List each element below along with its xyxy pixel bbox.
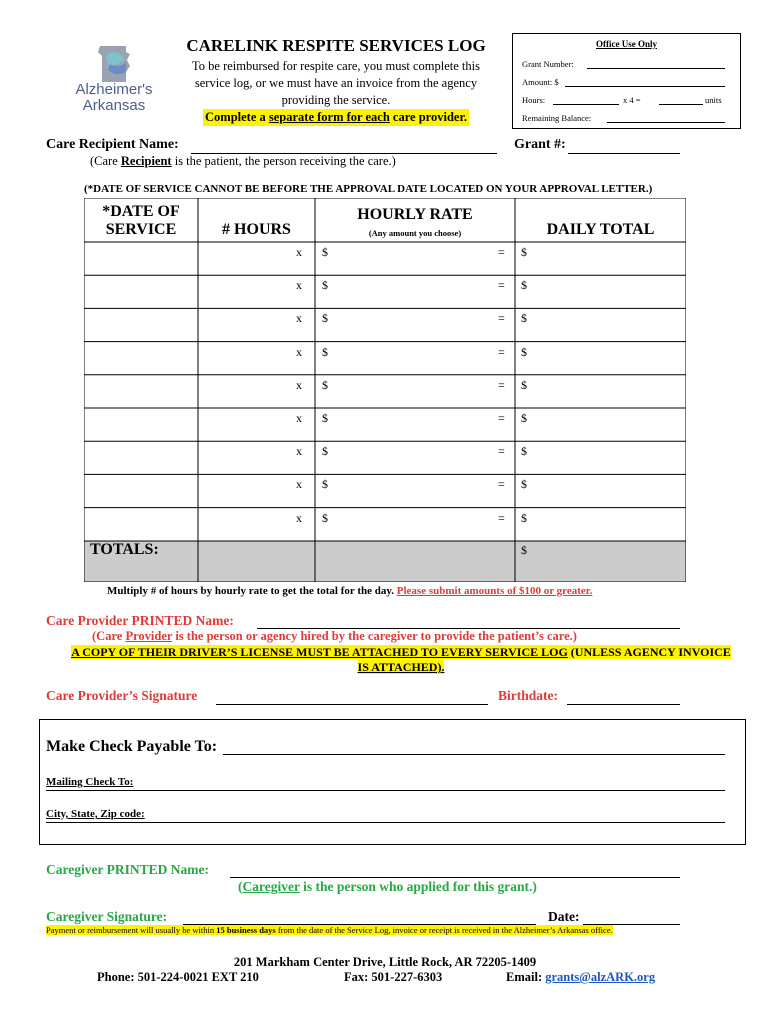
date-of-service-notice: (*DATE OF SERVICE CANNOT BE BEFORE THE APPROVAL DATE LOCATED ON YOUR APPROVAL LETTER.) [84,183,653,195]
arkansas-state-icon [96,44,132,84]
equals-symbol: = [498,444,505,459]
total-dollar-symbol: $ [521,477,527,492]
col-header-total: DAILY TOTAL [546,221,655,238]
total-dollar-symbol: $ [521,344,527,359]
total-dollar-symbol: $ [521,311,527,326]
amount-row: Amount: $ [522,77,559,87]
equals-symbol: = [498,245,505,259]
total-dollar-symbol: $ [521,377,527,392]
mailing-check-label: Mailing Check To: [46,776,134,788]
total-dollar-symbol: $ [521,510,527,525]
grant-number-label: Grant #: [514,137,566,152]
caregiver-note: (Caregiver is the person who applied for this grant.) [238,879,537,894]
reimbursement-note: Payment or reimbursement will usually be within 15 business days from the date of the Service Log, invoice or receipt is received in the Alzheimer’s Arkansas office. [46,925,613,935]
table-row[interactable] [84,508,686,541]
care-provider-signature-field[interactable] [216,704,488,705]
rate-dollar-symbol: $ [322,510,328,525]
multiply-note: Multiply # of hours by hourly rate to get the total for the day. Please submit amounts of $100 or greater. [107,585,593,597]
intro-line-1: To be reimbursed for respite care, you must complete this [192,59,480,73]
care-recipient-label: Care Recipient Name: [46,137,179,152]
table-row[interactable] [84,408,686,441]
times-symbol: x [296,278,302,293]
equals-symbol: = [498,377,505,392]
equals-symbol: = [498,311,505,326]
hours-field[interactable] [553,104,619,105]
intro-text [168,58,504,126]
caregiver-printed-label: Caregiver PRINTED Name: [46,862,209,877]
birthdate-field[interactable] [567,704,680,705]
units-field[interactable] [659,104,703,105]
col-header-hours: # HOURS [222,221,291,238]
times-symbol: x [296,344,302,359]
minimum-amount-note: Please submit amounts of $100 or greater. [396,585,593,597]
hours-row: Hours: [522,95,546,105]
service-log-table [84,198,686,582]
table-row[interactable] [84,275,686,308]
caregiver-signature-label: Caregiver Signature: [46,909,168,924]
drivers-license-notice: A COPY OF THEIR DRIVER’S LICENSE MUST BE ATTACHED TO EVERY SERVICE LOG (UNLESS AGENCY INVOICE IS ATTACHED). [71,645,731,674]
footer-fax: Fax: 501-227-6303 [344,970,443,984]
rate-dollar-symbol: $ [322,377,328,392]
logo-text [72,82,156,114]
times-symbol: x [296,311,302,326]
table-row[interactable] [84,474,686,507]
total-dollar-symbol: $ [521,411,527,425]
rate-dollar-symbol: $ [322,278,328,293]
table-row[interactable] [84,441,686,474]
footer-email: Email: grants@alzARK.org [506,970,656,984]
col-header-rate: HOURLY RATE [357,206,473,223]
equals-symbol: = [498,411,505,425]
total-dollar-symbol: $ [521,444,527,459]
equals-symbol: = [498,278,505,293]
equals-symbol: = [498,344,505,359]
office-use-box [512,33,741,129]
times-symbol: x [296,510,302,525]
remaining-balance-field[interactable] [607,122,725,123]
care-provider-note: (Care Provider is the person or agency hired by the caregiver to provide the patient’s care.) [92,629,577,643]
amount-field[interactable] [565,86,725,87]
units-label: units [705,95,722,105]
mailing-address-field[interactable] [46,790,725,791]
make-check-payable-label: Make Check Payable To: [46,738,218,755]
total-dollar-symbol: $ [521,278,527,293]
intro-line-3: providing the service. [281,93,391,107]
col-header-rate-sub: (Any amount you choose) [368,228,462,238]
care-provider-printed-label: Care Provider PRINTED Name: [46,613,234,628]
footer-address: 201 Markham Center Drive, Little Rock, AR 72205-1409 [233,955,537,969]
rate-dollar-symbol: $ [322,411,328,425]
payable-to-field[interactable] [223,754,725,755]
remaining-row: Remaining Balance: [522,113,592,123]
grant-input-field[interactable] [568,153,680,154]
rate-dollar-symbol: $ [322,344,328,359]
logo-line-2: Arkansas [82,97,146,114]
times-symbol: x [296,377,302,392]
rate-dollar-symbol: $ [322,477,328,492]
office-use-title: Office Use Only [596,39,657,49]
footer-phone: Phone: 501-224-0021 EXT 210 [97,970,259,984]
total-dollar-symbol: $ [521,245,527,259]
rate-dollar-symbol: $ [322,444,328,459]
table-row[interactable] [84,242,686,275]
totals-dollar: $ [521,543,527,557]
times-symbol: x [296,444,302,459]
grant-number-field[interactable] [587,68,725,69]
times-symbol: x [296,477,302,492]
page-title: CARELINK RESPITE SERVICES LOG [186,36,486,55]
city-state-zip-label: City, State, Zip code: [46,808,145,820]
care-recipient-note: (Care Recipient is the patient, the person receiving the care.) [90,154,396,168]
email-link[interactable]: grants@alzARK.org [545,970,656,984]
col-header-date: *DATE OF SERVICE [102,203,180,238]
table-row[interactable] [84,342,686,375]
equals-symbol: = [498,477,505,492]
caregiver-name-field[interactable] [230,877,680,878]
times-symbol: x [296,245,302,259]
table-row[interactable] [84,375,686,408]
rate-dollar-symbol: $ [322,311,328,326]
times-four-label: x 4 = [623,95,641,105]
totals-row-shade [84,541,686,582]
separate-form-requirement: Complete a separate form for each care provider. [205,110,467,124]
rate-dollar-symbol: $ [322,245,328,259]
times-symbol: x [296,411,302,425]
date-label: Date: [548,909,580,924]
care-provider-signature-label: Care Provider’s Signature [46,688,198,703]
equals-symbol: = [498,510,505,525]
intro-line-2: service log, or we must have an invoice from the agency [194,76,478,90]
birthdate-label: Birthdate: [498,688,558,703]
city-state-zip-field[interactable] [46,822,725,823]
table-row[interactable] [84,308,686,341]
logo-line-1: Alzheimer's [75,81,153,98]
totals-label: TOTALS: [90,541,159,558]
grant-number-row: Grant Number: [522,59,574,69]
